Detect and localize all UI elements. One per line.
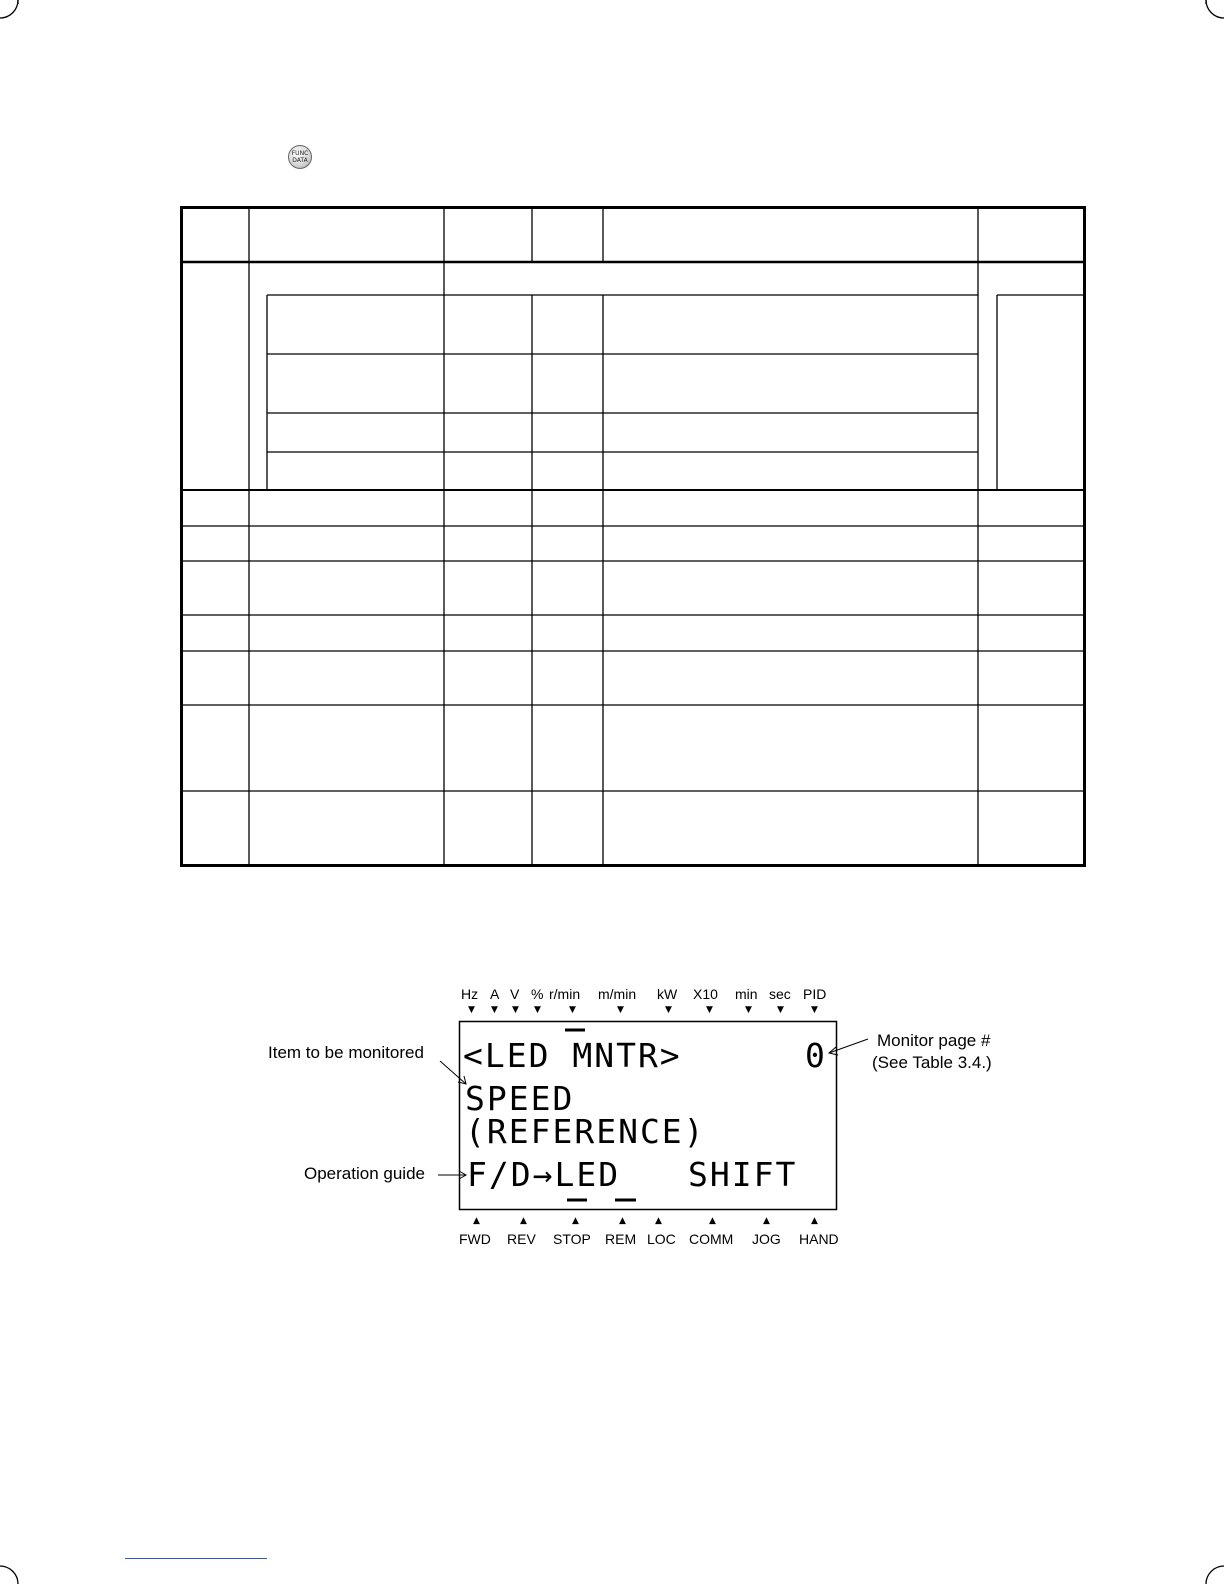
indicator-x10: X10 — [693, 986, 718, 1002]
indicator-hz: Hz — [461, 986, 479, 1002]
indicator-triangle-icon: ▼ — [706, 1005, 713, 1015]
lcd-line4-guide: F/D→LED — [467, 1155, 621, 1194]
indicator-triangle-icon: ▼ — [512, 1005, 519, 1015]
indicator-triangle-icon: ▼ — [491, 1005, 498, 1015]
indicator-triangle-up-icon: ▲ — [572, 1216, 579, 1226]
indicator-triangle-up-icon: ▲ — [763, 1216, 770, 1226]
lcd-line2: SPEED — [465, 1079, 575, 1118]
indicator-triangle-up-icon: ▲ — [520, 1216, 527, 1226]
indicator-percent: % — [531, 986, 544, 1002]
indicator-mmin: m/min — [598, 986, 637, 1002]
indicator-min: min — [735, 986, 758, 1002]
footnote-rule — [125, 1558, 267, 1559]
lcd-line3: (REFERENCE) — [465, 1112, 706, 1151]
indicator-triangle-icon: ▼ — [534, 1005, 541, 1015]
indicator-loc: LOC — [647, 1231, 676, 1247]
indicator-triangle-icon: ▼ — [811, 1005, 818, 1015]
indicator-rmin: r/min — [549, 986, 581, 1002]
indicator-triangle-icon: ▼ — [665, 1005, 672, 1015]
indicator-stop: STOP — [553, 1231, 591, 1247]
indicator-jog: JOG — [752, 1231, 781, 1247]
indicator-rem: REM — [605, 1231, 637, 1247]
callout-operation-guide: Operation guide — [304, 1164, 425, 1183]
callout-see-table: (See Table 3.4.) — [872, 1053, 992, 1072]
indicator-kw: kW — [657, 986, 678, 1002]
indicator-rev: REV — [507, 1231, 536, 1247]
indicator-triangle-icon: ▼ — [569, 1005, 576, 1015]
indicator-hand: HAND — [799, 1231, 839, 1247]
func-key-label: FUNC — [291, 150, 309, 157]
indicator-triangle-icon: ▼ — [468, 1005, 475, 1015]
indicator-triangle-up-icon: ▲ — [709, 1216, 716, 1226]
indicator-triangle-icon: ▼ — [745, 1005, 752, 1015]
indicator-sec: sec — [769, 986, 791, 1002]
callout-monitor-page: Monitor page # — [877, 1031, 991, 1050]
indicator-triangle-icon: ▼ — [777, 1005, 784, 1015]
indicator-triangle-up-icon: ▲ — [619, 1216, 626, 1226]
callout-item-monitored: Item to be monitored — [268, 1043, 424, 1062]
lcd-line1: <LED MNTR> — [463, 1036, 682, 1075]
indicator-triangle-up-icon: ▲ — [655, 1216, 662, 1226]
indicator-triangle-up-icon: ▲ — [473, 1216, 480, 1226]
indicator-triangle-up-icon: ▲ — [811, 1216, 818, 1226]
data-key-label: DATA — [292, 157, 308, 164]
lcd-line4-shift: SHIFT — [688, 1155, 798, 1194]
indicator-triangle-icon: ▼ — [617, 1005, 624, 1015]
indicator-v: V — [510, 986, 520, 1002]
indicator-a: A — [490, 986, 500, 1002]
indicator-fwd: FWD — [459, 1231, 491, 1247]
indicator-pid: PID — [803, 986, 827, 1002]
indicator-comm: COMM — [689, 1231, 734, 1247]
lcd-page-number: 0 — [805, 1036, 827, 1075]
